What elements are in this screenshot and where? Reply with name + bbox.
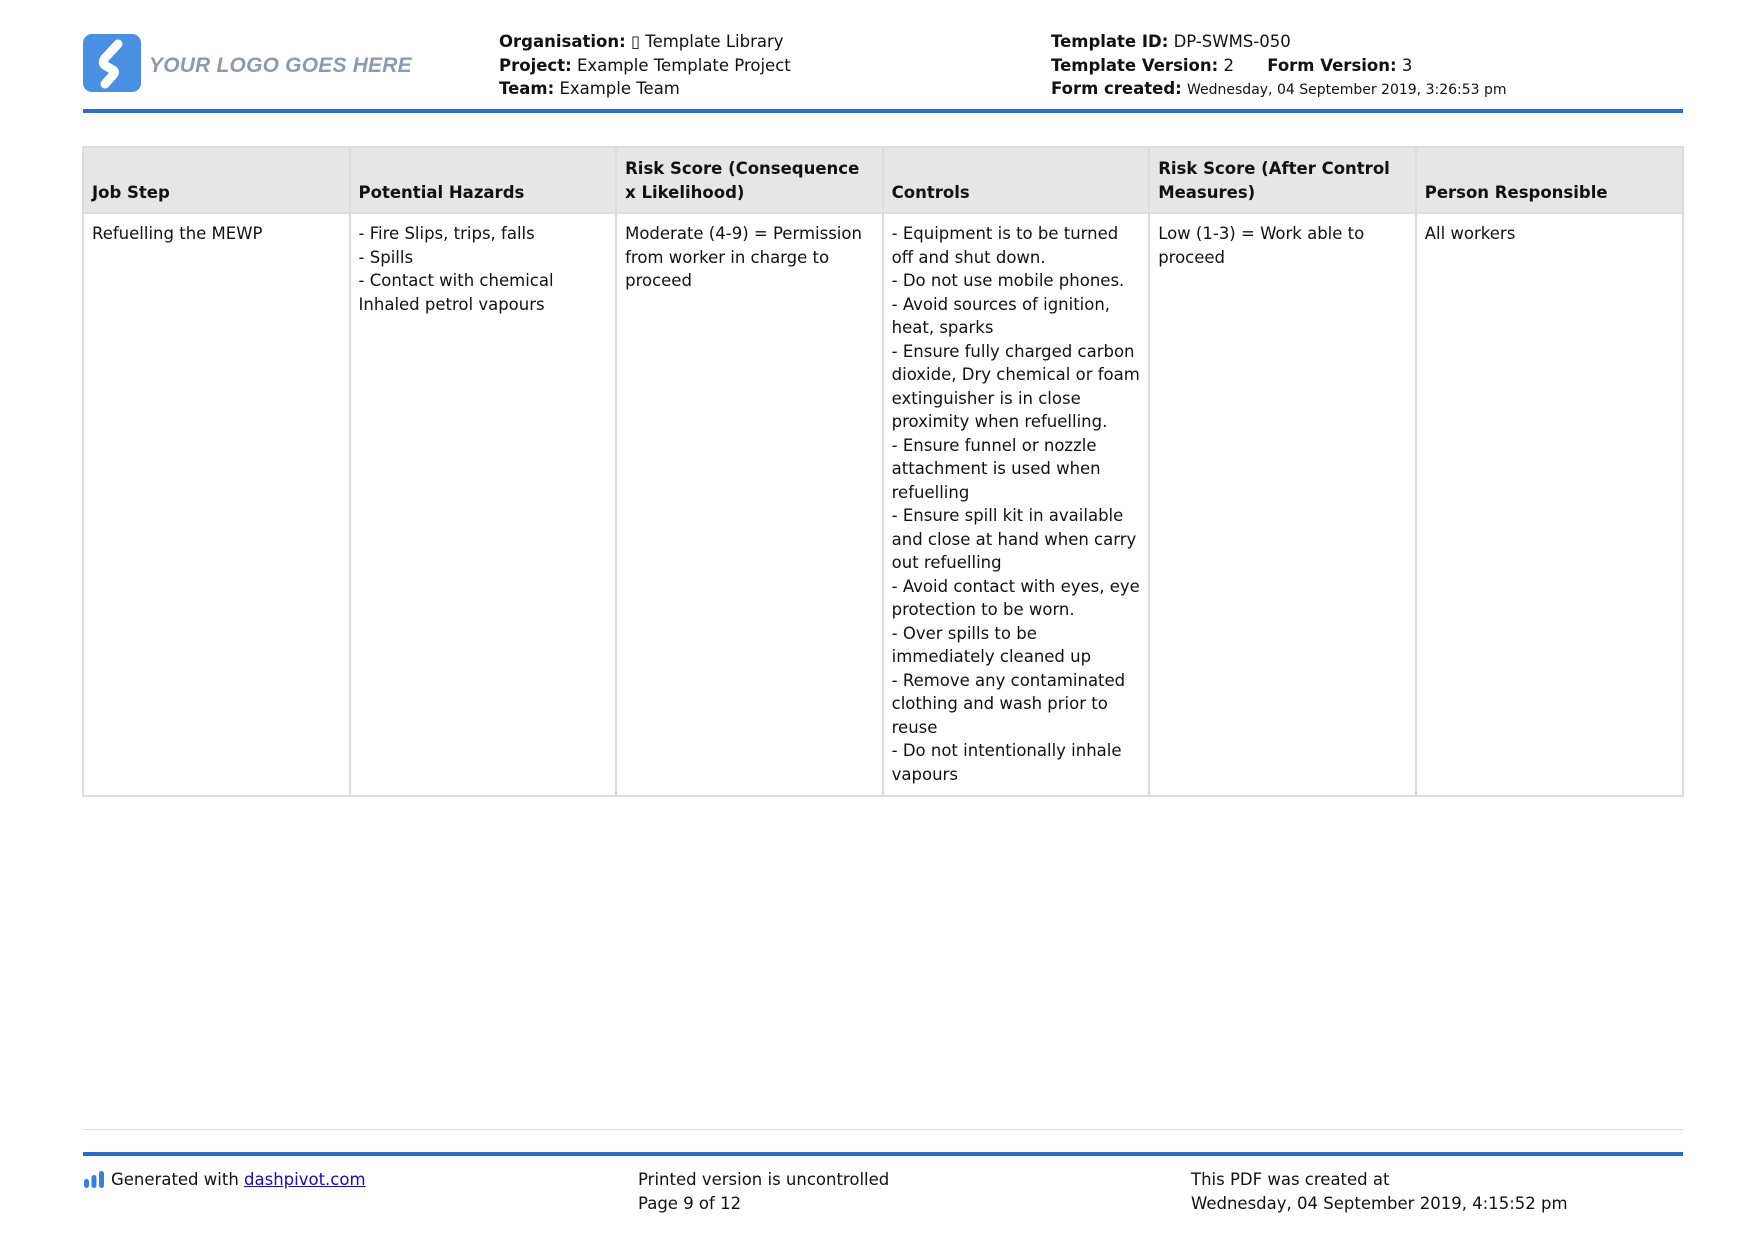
cell-potential-hazards: - Fire Slips, trips, falls - Spills - Contact with chemical Inhaled petrol vapours (350, 213, 617, 796)
generated-with (83, 1168, 366, 1192)
generated-prefix: Generated with (111, 1170, 245, 1189)
team-value: Example Team (559, 79, 680, 98)
col-header-risk-score-before: Risk Score (Consequence x Likelihood) (616, 147, 883, 213)
cell-job-step: Refuelling the MEWP (83, 213, 350, 796)
template-id-line (1051, 30, 1507, 54)
pdf-created (1191, 1168, 1568, 1215)
form-version-label: Form Version: (1267, 55, 1397, 75)
swms-table (82, 146, 1684, 797)
col-header-risk-score-after: Risk Score (After Control Measures) (1149, 147, 1416, 213)
template-version-value: 2 (1223, 55, 1234, 75)
pdf-created-label: This PDF was created at (1191, 1170, 1390, 1189)
cell-person-responsible: All workers (1416, 213, 1683, 796)
form-created-line (1051, 77, 1507, 103)
page-number: Page 9 of 12 (638, 1193, 742, 1213)
form-created-value: Wednesday, 04 September 2019, 3:26:53 pm (1187, 82, 1507, 98)
cell-risk-score-after: Low (1-3) = Work able to proceed (1149, 213, 1416, 796)
col-header-potential-hazards: Potential Hazards (350, 147, 617, 213)
pdf-created-timestamp: Wednesday, 04 September 2019, 4:15:52 pm (1191, 1193, 1568, 1213)
table-header-row (83, 147, 1683, 213)
version-line (1051, 54, 1507, 78)
project-line (499, 54, 791, 78)
dashpivot-link[interactable]: dashpivot.com (244, 1170, 366, 1189)
col-header-person-responsible: Person Responsible (1416, 147, 1683, 213)
organisation-meta (499, 30, 791, 101)
logo-placeholder-text: YOUR LOGO GOES HERE (149, 54, 412, 77)
organisation-label: Organisation: (499, 32, 626, 51)
organisation-icon: ▯ (630, 32, 641, 51)
uncontrolled-note: Printed version is uncontrolled (638, 1170, 890, 1189)
col-header-job-step: Job Step (83, 147, 350, 213)
cell-controls: - Equipment is to be turned off and shut down. - Do not use mobile phones. - Avoid sources of ignition, heat, sparks - Ensure fully charged carbon dioxide, Dry chemical or foam extinguisher is in close proximity when refuelling. - Ensure funnel or nozzle attachment is used when refuelling - Ensure spill kit in available and close at hand when carry out refuelling - Avoid contact with eyes, eye protection to be worn. - Over spills to be immediately cleaned up - Remove any contaminated clothing and wash prior to reuse - Do not intentionally inhale vapours (883, 213, 1150, 796)
template-id-value: DP-SWMS-050 (1173, 32, 1291, 51)
template-id-label: Template ID: (1051, 32, 1169, 51)
team-line (499, 77, 791, 101)
template-version-label: Template Version: (1051, 55, 1219, 75)
dashpivot-icon (83, 1170, 105, 1188)
header-divider (83, 109, 1683, 113)
document-header (83, 30, 1683, 110)
cell-risk-score-before: Moderate (4-9) = Permission from worker in charge to proceed (616, 213, 883, 796)
form-created-label: Form created: (1051, 79, 1182, 98)
template-meta (1051, 30, 1507, 103)
footer-divider (83, 1152, 1683, 1156)
organisation-value: Template Library (645, 32, 784, 51)
company-logo (83, 34, 413, 94)
logo-icon (83, 34, 141, 92)
footer-thin-divider (83, 1129, 1683, 1130)
project-label: Project: (499, 55, 572, 75)
form-version-value: 3 (1401, 55, 1413, 75)
organisation-line (499, 30, 791, 54)
print-status (638, 1168, 889, 1215)
team-label: Team: (499, 79, 555, 98)
table-row (83, 213, 1683, 796)
project-value: Example Template Project (576, 55, 791, 75)
col-header-controls: Controls (883, 147, 1150, 213)
